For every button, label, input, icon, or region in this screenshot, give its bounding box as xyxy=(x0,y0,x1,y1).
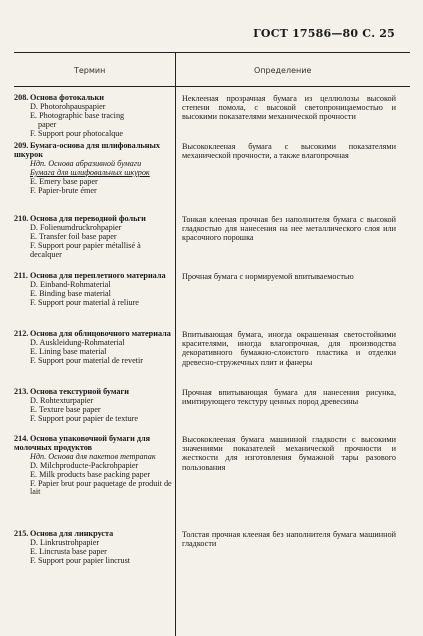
table-top-rule xyxy=(14,52,410,53)
term-equivalent-fr: F. Support pour material à reliure xyxy=(30,297,139,307)
term-equivalent-de: D. Photorohpauspapier xyxy=(30,101,106,111)
term-deprecated: Ндп. Основа абразивной бумаги xyxy=(30,158,142,168)
term-deprecated: Ндп. Основа для пакетов тетрапак xyxy=(30,451,156,461)
term-synonym: Бумага для шлифовальных шкурок xyxy=(30,167,150,177)
column-divider xyxy=(175,52,176,636)
term-entry-211 xyxy=(14,272,172,308)
term-equivalent-en: E. Photographic base tracing xyxy=(30,110,125,120)
definition-210: Тонкая клееная прочная без наполнителя бумага с высокой гладкостью для нанесения на нее металлического слоя или красочного порошка xyxy=(182,215,396,243)
term-equivalent-en: E. Transfer foil base paper xyxy=(30,231,117,241)
definition-211: Прочная бумага с нормируемой впитываемостью xyxy=(182,272,354,281)
term-entry-209 xyxy=(14,142,172,195)
term-title: Основа для облицовочного материала xyxy=(30,329,171,338)
term-title: Основа фотокальки xyxy=(30,93,104,102)
term-equivalent-fr: F. Papier-brute émer xyxy=(30,185,97,195)
term-equivalent-de: D. Einband-Rohmaterial xyxy=(30,279,111,289)
definition-208: Неклееная прозрачная бумага из целлюлозы высокой степени помола, с высокой светопроницаемостью и высокими показателями механической прочности xyxy=(182,94,396,122)
term-equivalent-de: D. Milchproducte-Packrohpapier xyxy=(30,460,139,470)
definition-209: Высококлееная бумага с высокими показателями механической прочности, а также влагопрочная xyxy=(182,142,396,161)
term-entry-215 xyxy=(14,530,172,566)
term-title: Основа для переплетного материала xyxy=(30,271,166,280)
term-equivalent-en: E. Binding base material xyxy=(30,288,111,298)
term-number: 210. xyxy=(14,214,29,223)
term-equivalent-de: D. Folienumdruckrohpapier xyxy=(30,222,122,232)
term-equivalent-en: E. Lincrusta base paper xyxy=(30,546,107,556)
term-equivalent-de: D. Linkrustrohpapier xyxy=(30,537,100,547)
term-equivalent-fr: F. Support pour papier de texture xyxy=(30,413,139,423)
term-equivalent-en: E. Emery base paper xyxy=(30,176,98,186)
term-equivalent-fr: F. Support pour photocalque xyxy=(30,128,124,138)
term-number: 211. xyxy=(14,271,28,280)
table-header-rule xyxy=(14,86,410,87)
term-equivalent-en: E. Lining base material xyxy=(30,346,107,356)
term-title: Основа для линкруста xyxy=(30,529,114,538)
term-equivalent-de: D. Rohtexturpapier xyxy=(30,395,94,405)
term-number: 213. xyxy=(14,387,29,396)
term-equivalent-fr: F. Support pour material de revetir xyxy=(30,355,144,365)
term-number: 214. xyxy=(14,434,29,443)
term-equivalent-fr: F. Support pour papier lincrust xyxy=(30,555,131,565)
term-equivalent-de: D. Auskleidung-Rohmaterial xyxy=(30,337,125,347)
term-number: 215. xyxy=(14,529,29,538)
term-entry-212 xyxy=(14,330,172,366)
definition-212: Впитывающая бумага, иногда окрашенная светостойкими красителями, иногда влагопрочная, для производства декоративного бумажно-слоистого пластика и отделки древесно-стружечных плит и фанеры xyxy=(182,330,396,367)
definition-214: Высококлееная бумага машинной гладкости с высокими значениями показателей механической прочности и жесткости для изготовления бумажной тары разового пользования xyxy=(182,435,396,472)
term-equivalent-fr: F. Papier brut pour paquetage de produit de lait xyxy=(30,478,172,497)
term-entry-210 xyxy=(14,215,172,260)
definition-213: Прочная впитывающая бумага для нанесения рисунка, имитирующего текстуру ценных пород древесины xyxy=(182,388,396,407)
term-number: 208. xyxy=(14,93,29,102)
terms-table xyxy=(14,52,410,636)
column-header-definition: Определение xyxy=(254,66,312,75)
term-number: 212. xyxy=(14,329,29,338)
term-title: Основа для переводной фольги xyxy=(30,214,146,223)
page-header: ГОСТ 17586—80 С. 25 xyxy=(253,27,395,40)
term-title: Основа текстурной бумаги xyxy=(30,387,129,396)
term-entry-208 xyxy=(14,94,172,139)
term-entry-213 xyxy=(14,388,172,424)
term-equivalent-en: E. Milk products base packing paper xyxy=(30,469,151,479)
term-equivalent-en-cont: paper xyxy=(38,119,57,129)
term-equivalent-en: E. Texture base paper xyxy=(30,404,101,414)
term-number: 209. xyxy=(14,141,29,150)
term-title: Бумага-основа для шлифовальных шкурок xyxy=(14,141,160,159)
term-entry-214 xyxy=(14,435,172,497)
definition-215: Толстая прочная клееная без наполнителя бумага машинной гладкости xyxy=(182,530,396,549)
term-title: Основа упаковочной бумаги для молочных продуктов xyxy=(14,434,151,452)
term-equivalent-fr: F. Support pour papier métallisé à decalquer xyxy=(30,240,141,259)
column-header-term: Термин xyxy=(74,66,106,75)
